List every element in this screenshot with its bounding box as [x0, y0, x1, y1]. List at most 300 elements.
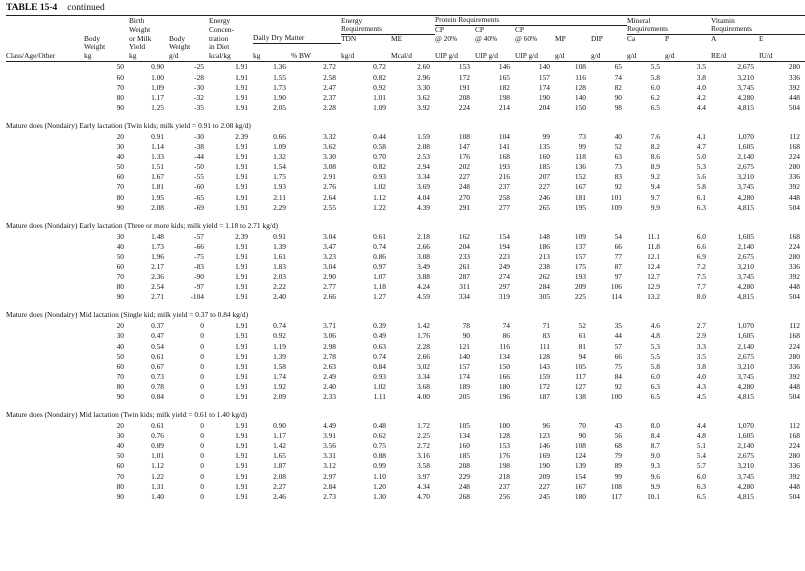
- table-cell: 5.3: [696, 162, 706, 172]
- table-cell: 336: [788, 172, 800, 182]
- table-cell: 3.5: [696, 62, 706, 72]
- table-cell: 7.2: [696, 261, 706, 271]
- table-cell: 166: [498, 371, 510, 381]
- table-cell: 135: [538, 142, 550, 152]
- table-cell: 90: [614, 92, 622, 102]
- hdr-gain-1: Body: [169, 33, 186, 43]
- table-cell: 2.66: [417, 241, 430, 251]
- table-cell: 1.91: [235, 72, 248, 82]
- table-cell: 224: [788, 152, 800, 162]
- class-cell: [6, 262, 84, 272]
- table-cell: 1.55: [273, 72, 286, 82]
- table-cell: 2.76: [323, 182, 336, 192]
- table-cell: 1.30: [373, 491, 386, 501]
- table-cell: 90: [462, 331, 470, 341]
- table-cell: 1.91: [235, 261, 248, 271]
- table-cell: 70: [116, 182, 124, 192]
- table-cell: 50: [116, 351, 124, 361]
- table-cell: 52: [614, 142, 622, 152]
- table-cell: 2.58: [323, 72, 336, 82]
- table-cell: 104: [498, 131, 510, 141]
- table-cell: 80: [116, 282, 124, 292]
- table-cell: 0.74: [373, 241, 386, 251]
- table-cell: 121: [458, 341, 470, 351]
- section-label: Mature does (Nondairy) Early lactation (Three or more kids; milk yield = 1.18 to 2.71 kg/d): [6, 220, 279, 230]
- class-cell: [6, 451, 84, 461]
- table-cell: 168: [788, 142, 800, 152]
- table-cell: 169: [538, 451, 550, 461]
- class-cell: [6, 193, 84, 203]
- table-cell: 1.22: [151, 471, 164, 481]
- table-cell: 70: [116, 371, 124, 381]
- table-row: [6, 372, 805, 382]
- class-cell: [6, 362, 84, 372]
- table-cell: 261: [458, 261, 470, 271]
- table-cell: 336: [788, 461, 800, 471]
- table-cell: 2,675: [737, 162, 754, 172]
- class-cell: [6, 132, 84, 142]
- table-cell: 3.92: [417, 102, 430, 112]
- table-cell: 4,815: [737, 202, 754, 212]
- table-cell: 227: [538, 182, 550, 192]
- table-cell: 238: [538, 261, 550, 271]
- table-cell: 4.0: [696, 371, 706, 381]
- table-row: [6, 83, 805, 93]
- table-cell: 207: [538, 172, 550, 182]
- table-cell: 8.4: [650, 431, 660, 441]
- table-cell: 0: [200, 361, 204, 371]
- table-cell: 12.9: [647, 282, 660, 292]
- table-cell: 10.1: [647, 491, 660, 501]
- class-cell: [6, 342, 84, 352]
- table-cell: 198: [498, 461, 510, 471]
- table-body: [6, 62, 805, 502]
- table-cell: 4,280: [737, 192, 754, 202]
- table-cell: 60: [116, 72, 124, 82]
- table-cell: 56: [614, 431, 622, 441]
- table-cell: 1.27: [373, 292, 386, 302]
- table-cell: 3.16: [417, 451, 430, 461]
- table-cell: 3,745: [737, 272, 754, 282]
- table-cell: 1,070: [737, 321, 754, 331]
- table-cell: 1.42: [273, 441, 286, 451]
- table-cell: 70: [116, 272, 124, 282]
- table-cell: 1.91: [235, 361, 248, 371]
- table-cell: 4.0: [696, 82, 706, 92]
- table-cell: 504: [788, 202, 800, 212]
- class-cell: [6, 172, 84, 182]
- table-cell: 248: [458, 182, 470, 192]
- table-cell: 319: [498, 292, 510, 302]
- table-cell: 74: [614, 72, 622, 82]
- table-cell: 101: [610, 192, 622, 202]
- table-cell: 168: [788, 331, 800, 341]
- table-cell: 5.6: [696, 172, 706, 182]
- table-cell: 2.91: [323, 172, 336, 182]
- table-cell: 90: [116, 491, 124, 501]
- table-cell: 1.59: [417, 131, 430, 141]
- table-cell: 68: [614, 441, 622, 451]
- table-cell: 0.84: [151, 392, 164, 401]
- table-cell: 196: [498, 392, 510, 401]
- table-cell: 1.91: [235, 142, 248, 152]
- table-cell: 1.32: [273, 152, 286, 162]
- table-cell: 209: [574, 282, 586, 292]
- hdr-gain-unit: g/d: [169, 52, 209, 62]
- table-cell: 193: [574, 272, 586, 282]
- table-cell: 448: [788, 92, 800, 102]
- table-cell: 75: [614, 361, 622, 371]
- table-cell: 1.91: [235, 282, 248, 292]
- table-cell: 61: [578, 331, 586, 341]
- table-cell: 168: [788, 231, 800, 241]
- table-cell: 2,140: [737, 441, 754, 451]
- table-cell: 2.53: [417, 152, 430, 162]
- table-cell: 4.00: [417, 392, 430, 401]
- table-cell: 3.49: [417, 261, 430, 271]
- table-cell: 83: [542, 331, 550, 341]
- table-title: [6, 2, 765, 15]
- table-cell: 1.91: [235, 441, 248, 451]
- table-cell: 128: [538, 351, 550, 361]
- table-continued: continued: [67, 3, 105, 13]
- table-cell: 152: [574, 172, 586, 182]
- table-cell: 0.62: [373, 431, 386, 441]
- table-cell: 176: [498, 451, 510, 461]
- table-cell: 2.60: [417, 62, 430, 72]
- hdr-mineral-2: Requirements: [627, 24, 669, 34]
- table-cell: 1,605: [737, 431, 754, 441]
- table-cell: 150: [574, 102, 586, 112]
- table-cell: 224: [788, 241, 800, 251]
- hdr-p: P: [665, 33, 670, 43]
- table-cell: 109: [610, 202, 622, 212]
- table-cell: 0.92: [373, 82, 386, 92]
- table-cell: 2,675: [737, 351, 754, 361]
- table-cell: 4.70: [417, 491, 430, 501]
- table-cell: 78: [462, 321, 470, 331]
- class-cell: [6, 152, 84, 162]
- table-cell: 204: [538, 102, 550, 112]
- table-cell: 2.97: [323, 471, 336, 481]
- class-cell: [6, 162, 84, 172]
- table-cell: -25: [194, 62, 204, 72]
- table-cell: 2.37: [323, 92, 336, 102]
- table-cell: 2.73: [323, 491, 336, 501]
- table-cell: 0.90: [151, 62, 164, 72]
- table-cell: 249: [498, 261, 510, 271]
- table-cell: 1.91: [235, 321, 248, 331]
- table-cell: 4,280: [737, 481, 754, 491]
- table-cell: 3.34: [417, 371, 430, 381]
- class-cell: [6, 441, 84, 451]
- table-cell: 270: [458, 192, 470, 202]
- table-cell: -90: [194, 272, 204, 282]
- hdr-mp: MP: [555, 33, 566, 43]
- table-cell: 1.51: [151, 162, 164, 172]
- table-cell: 4.59: [417, 292, 430, 302]
- table-cell: -97: [194, 282, 204, 292]
- table-cell: 2.9: [696, 331, 706, 341]
- table-cell: 2.40: [273, 292, 286, 302]
- table-cell: 392: [788, 272, 800, 282]
- table-cell: 90: [116, 292, 124, 302]
- table-cell: 7.5: [696, 272, 706, 282]
- table-cell: 504: [788, 392, 800, 401]
- table-cell: 71: [542, 321, 550, 331]
- table-cell: 1.33: [151, 152, 164, 162]
- table-cell: 127: [574, 381, 586, 391]
- table-cell: 140: [458, 351, 470, 361]
- table-row: [6, 103, 805, 113]
- table-cell: 3.97: [417, 471, 430, 481]
- table-cell: 213: [538, 251, 550, 261]
- hdr-me: ME: [391, 33, 403, 43]
- table-row: [6, 431, 805, 441]
- hdr-cp40-unit: UIP g/d: [475, 52, 515, 62]
- hdr-energy-conc-4: in Diet: [209, 42, 230, 52]
- table-cell: 1.00: [151, 72, 164, 82]
- hdr-birth-1: Birth: [129, 15, 145, 25]
- table-cell: 4,815: [737, 102, 754, 112]
- table-cell: 148: [538, 231, 550, 241]
- table-cell: 4.4: [696, 102, 706, 112]
- table-cell: 50: [116, 62, 124, 72]
- table-cell: 5.8: [650, 72, 660, 82]
- table-cell: 3.8: [696, 72, 706, 82]
- table-cell: 229: [458, 471, 470, 481]
- hdr-dm-kg: kg: [253, 52, 291, 62]
- table-cell: 6.6: [696, 241, 706, 251]
- table-cell: 291: [458, 202, 470, 212]
- table-cell: 2.98: [323, 341, 336, 351]
- table-cell: 4,815: [737, 392, 754, 401]
- table-cell: 8.7: [650, 441, 660, 451]
- table-cell: 2.7: [696, 321, 706, 331]
- table-cell: 43: [614, 421, 622, 431]
- table-cell: 6.5: [696, 491, 706, 501]
- hdr-cp60-1: CP: [515, 24, 525, 34]
- table-cell: 50: [116, 251, 124, 261]
- table-row: [6, 362, 805, 372]
- table-cell: 70: [578, 421, 586, 431]
- table-cell: 223: [498, 251, 510, 261]
- table-cell: 224: [458, 102, 470, 112]
- table-row: [6, 342, 805, 352]
- table-cell: 1.67: [151, 172, 164, 182]
- table-cell: 0: [200, 331, 204, 341]
- table-cell: 5.8: [650, 361, 660, 371]
- table-cell: 2.66: [323, 292, 336, 302]
- table-cell: 3.71: [323, 321, 336, 331]
- table-cell: 35: [614, 321, 622, 331]
- table-cell: 0: [200, 441, 204, 451]
- table-cell: 3.30: [323, 152, 336, 162]
- table-cell: 336: [788, 261, 800, 271]
- table-cell: 1.91: [235, 331, 248, 341]
- table-row: [6, 162, 805, 172]
- class-cell: [6, 492, 84, 502]
- table-cell: -44: [194, 152, 204, 162]
- table-cell: 195: [574, 202, 586, 212]
- table-cell: 168: [498, 152, 510, 162]
- table-cell: 280: [788, 162, 800, 172]
- hdr-mp-unit: g/d: [555, 52, 591, 62]
- class-cell: [6, 242, 84, 252]
- table-cell: 5.4: [696, 451, 706, 461]
- table-cell: 6.0: [650, 371, 660, 381]
- table-cell: 182: [498, 82, 510, 92]
- table-cell: 0.82: [373, 162, 386, 172]
- table-cell: 111: [539, 341, 550, 351]
- table-cell: 6.5: [650, 392, 660, 401]
- table-cell: 109: [574, 231, 586, 241]
- table-cell: 1.93: [273, 182, 286, 192]
- table-cell: 224: [788, 341, 800, 351]
- table-cell: 2.63: [323, 361, 336, 371]
- table-cell: 114: [611, 292, 622, 302]
- class-cell: [6, 252, 84, 262]
- table-cell: 118: [575, 152, 586, 162]
- table-cell: -28: [194, 72, 204, 82]
- table-cell: 2.55: [323, 202, 336, 212]
- table-cell: 6.0: [696, 471, 706, 481]
- table-cell: 2.28: [323, 102, 336, 112]
- table-cell: 280: [788, 251, 800, 261]
- hdr-energy-req-2: Requirements: [341, 24, 383, 34]
- table-cell: 3,745: [737, 471, 754, 481]
- table-cell: 2.40: [323, 381, 336, 391]
- table-cell: 6.3: [650, 381, 660, 391]
- table-cell: 2.72: [417, 441, 430, 451]
- table-cell: 57: [614, 341, 622, 351]
- table-cell: 0.44: [373, 131, 386, 141]
- table-cell: 1.17: [151, 92, 164, 102]
- table-cell: 3.69: [417, 182, 430, 192]
- table-cell: 8.9: [650, 162, 660, 172]
- table-cell: 5.5: [650, 62, 660, 72]
- table-cell: 82: [614, 82, 622, 92]
- table-cell: 0: [200, 371, 204, 381]
- table-row: [6, 62, 805, 73]
- table-cell: 2.28: [417, 341, 430, 351]
- table-number: TABLE 15-4: [6, 3, 58, 13]
- hdr-protein-req: Protein Requirements: [435, 15, 500, 24]
- table-cell: 2.08: [151, 202, 164, 212]
- table-cell: 176: [458, 152, 470, 162]
- table-cell: 4.1: [696, 131, 706, 141]
- table-cell: 9.3: [650, 461, 660, 471]
- table-cell: 246: [538, 192, 550, 202]
- section-label: Mature does (Nondairy) Early lactation (Twin kids; milk yield = 0.91 to 2.08 kg/d): [6, 120, 251, 130]
- table-cell: 90: [116, 392, 124, 401]
- table-cell: 90: [578, 431, 586, 441]
- table-cell: 0: [200, 471, 204, 481]
- table-cell: 98: [614, 102, 622, 112]
- table-cell: 6.2: [650, 92, 660, 102]
- table-cell: 150: [498, 361, 510, 371]
- table-cell: 2.33: [323, 392, 336, 401]
- table-cell: 2.39: [235, 131, 248, 141]
- table-cell: 8.6: [650, 152, 660, 162]
- class-cell: [6, 83, 84, 93]
- table-cell: 2.36: [151, 272, 164, 282]
- table-cell: 4.34: [417, 481, 430, 491]
- table-cell: 245: [538, 491, 550, 501]
- table-cell: 225: [574, 292, 586, 302]
- table-cell: 2.49: [323, 371, 336, 381]
- table-cell: 204: [458, 241, 470, 251]
- table-cell: 0.70: [373, 152, 386, 162]
- table-cell: 160: [538, 152, 550, 162]
- table-cell: 262: [538, 272, 550, 282]
- table-cell: 100: [610, 392, 622, 401]
- table-cell: 193: [498, 162, 510, 172]
- section-header: [6, 302, 805, 321]
- table-cell: 1.61: [273, 251, 286, 261]
- table-cell: -65: [194, 192, 204, 202]
- table-cell: 12.4: [647, 261, 660, 271]
- table-cell: 227: [538, 481, 550, 491]
- table-cell: 181: [574, 192, 586, 202]
- table-cell: 79: [614, 451, 622, 461]
- table-cell: 1.75: [273, 172, 286, 182]
- table-cell: 80: [116, 192, 124, 202]
- class-cell: [6, 203, 84, 213]
- table-cell: 2.94: [417, 162, 430, 172]
- table-cell: 0.99: [373, 461, 386, 471]
- table-cell: 189: [458, 381, 470, 391]
- table-cell: 9.6: [650, 471, 660, 481]
- table-cell: 8.2: [650, 142, 660, 152]
- table-cell: 147: [458, 142, 470, 152]
- table-cell: 6.0: [650, 82, 660, 92]
- table-cell: -55: [194, 172, 204, 182]
- table-cell: 60: [116, 261, 124, 271]
- table-cell: 448: [788, 282, 800, 292]
- table-cell: 1.91: [235, 251, 248, 261]
- table-cell: 1,605: [737, 231, 754, 241]
- table-cell: 1.92: [273, 381, 286, 391]
- table-cell: 2.96: [417, 72, 430, 82]
- hdr-birth-unit: kg: [129, 52, 169, 62]
- hdr-cp20-unit: UIP g/d: [435, 52, 475, 62]
- table-cell: 4,815: [737, 292, 754, 302]
- table-cell: 218: [498, 471, 510, 481]
- table-cell: 52: [578, 321, 586, 331]
- table-cell: 3,210: [737, 261, 754, 271]
- table-cell: 1.73: [151, 241, 164, 251]
- table-cell: 134: [458, 431, 470, 441]
- table-cell: -69: [194, 202, 204, 212]
- table-cell: 159: [538, 371, 550, 381]
- table-cell: 186: [538, 241, 550, 251]
- table-cell: 1.91: [235, 162, 248, 172]
- table-row: [6, 242, 805, 252]
- class-cell: [6, 62, 84, 73]
- table-cell: 2.18: [417, 231, 430, 241]
- table-cell: 448: [788, 381, 800, 391]
- table-cell: -30: [194, 82, 204, 92]
- table-cell: 2.84: [323, 481, 336, 491]
- table-cell: 180: [498, 381, 510, 391]
- class-cell: [6, 382, 84, 392]
- table-cell: 2.78: [323, 351, 336, 361]
- table-row: [6, 172, 805, 182]
- table-cell: 1.09: [151, 82, 164, 92]
- table-cell: 4.8: [650, 331, 660, 341]
- table-cell: 108: [574, 441, 586, 451]
